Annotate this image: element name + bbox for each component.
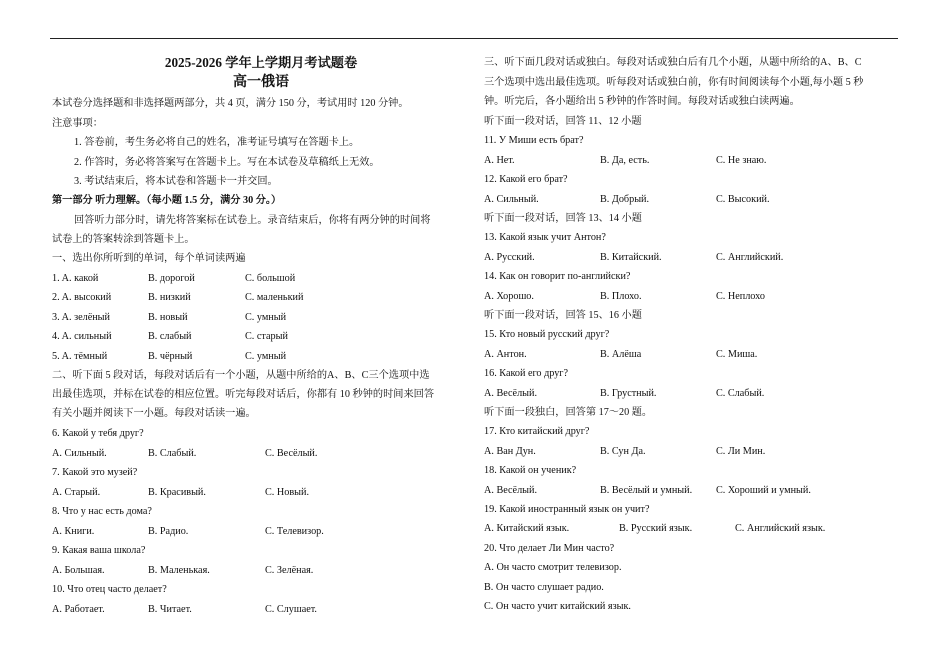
option-b: B. Сун Да.	[600, 445, 646, 457]
option-c: C. Миша.	[716, 348, 758, 360]
option-a: A. Большая.	[52, 564, 105, 576]
part1-heading: 第一部分 听力理解。（每小题 1.5 分，满分 30 分。）	[52, 195, 282, 206]
text-line: 18. Какой он ученик?	[484, 465, 577, 477]
option-b: B. дорогой	[148, 273, 195, 284]
exam-subject: 高一俄语	[233, 75, 289, 90]
notice-item: 1. 答卷前，考生务必将自己的姓名，准考证号填写在答题卡上。	[74, 137, 360, 148]
text-line: 20. Что делает Ли Мин часто?	[484, 542, 615, 554]
option-c: C. Зелёная.	[265, 564, 314, 576]
option-b: B. низкий	[148, 292, 191, 304]
notice-heading: 注意事项：	[52, 118, 103, 129]
question: 6. Какой у тебя друг?	[52, 428, 144, 439]
text-line: 19. Какой иностранный язык он учит?	[484, 504, 650, 515]
option-b: B. Читает.	[148, 603, 192, 615]
text-line: 14. Как он говорит по-английски?	[484, 271, 631, 283]
option-a: A. Хорошо.	[484, 290, 534, 302]
option-c: C. Английский.	[716, 251, 784, 263]
option-b: B. новый	[148, 311, 188, 323]
option-c: C. Слушает.	[265, 603, 317, 615]
option-a: 1. A. какой	[52, 273, 99, 284]
text-line: 12. Какой его брат?	[484, 174, 568, 186]
text-line: B. Он часто слушает радио.	[484, 581, 604, 593]
option-b: B. Красивый.	[148, 486, 206, 498]
option-c: C. Слабый.	[716, 387, 765, 399]
option-c: C. Ли Мин.	[716, 445, 766, 457]
option-a: A. Старый.	[52, 486, 101, 498]
option-b: B. Китайский.	[600, 251, 662, 263]
option-c: C. Английский язык.	[735, 523, 826, 535]
section1-heading: 一、选出你所听到的单词，每个单词读两遍	[52, 253, 246, 264]
text-line: 16. Какой его друг?	[484, 368, 569, 380]
question: 8. Что у нас есть дома?	[52, 506, 152, 517]
section2-heading: 有关小题并阅读下一小题。每段对话读一遍。	[52, 408, 256, 419]
option-b: B. Радио.	[148, 525, 189, 537]
option-a: A. Книги.	[52, 525, 95, 537]
option-c: C. Весёлый.	[265, 447, 318, 459]
option-c: C. умный	[245, 311, 287, 323]
option-c: C. Неплохо	[716, 290, 765, 302]
option-b: B. Грустный.	[600, 387, 657, 399]
option-a: A. Русский.	[484, 251, 535, 263]
option-a: A. Нет.	[484, 154, 515, 166]
option-b: B. Плохо.	[600, 290, 642, 302]
option-c: C. Высокий.	[716, 193, 770, 205]
option-c: C. Хороший и умный.	[716, 484, 811, 496]
option-b: B. Добрый.	[600, 193, 650, 205]
part1-instruction: 回答听力部分时，请先将答案标在试卷上。录音结束后，你将有两分钟的时间将	[74, 215, 431, 226]
question: 7. Какой это музей?	[52, 467, 138, 478]
notice-item: 2. 作答时，务必将答案写在答题卡上。写在本试卷及草稿纸上无效。	[74, 157, 380, 168]
option-a: 3. A. зелёный	[52, 311, 110, 323]
text-line: 听下面一段对话，回答 11、12 小题	[484, 116, 642, 127]
option-a: A. Ван Дун.	[484, 445, 536, 457]
option-c: C. умный	[245, 350, 287, 362]
option-b: B. Алёша	[600, 348, 642, 360]
text-line: 15. Кто новый русский друг?	[484, 329, 610, 341]
text-line: 11. У Миши есть брат?	[484, 135, 584, 147]
option-c: C. Не знаю.	[716, 154, 767, 166]
question: 10. Что отец часто делает?	[52, 584, 167, 595]
option-c: C. Телевизор.	[265, 525, 324, 537]
option-b: B. Маленькая.	[148, 564, 210, 576]
option-b: B. слабый	[148, 331, 192, 343]
option-a: A. Китайский язык.	[484, 523, 570, 535]
text-line: 听下面一段独白，回答第 17～20 题。	[484, 407, 653, 418]
option-a: A. Антон.	[484, 348, 527, 360]
option-a: 2. A. высокий	[52, 292, 112, 304]
option-b: B. чёрный	[148, 350, 193, 362]
option-a: A. Весёлый.	[484, 484, 537, 496]
option-b: B. Слабый.	[148, 447, 197, 459]
option-a: A. Сильный.	[484, 193, 539, 205]
top-rule	[50, 38, 898, 39]
question: 9. Какая ваша школа?	[52, 545, 146, 556]
text-line: 13. Какой язык учит Антон?	[484, 232, 606, 244]
option-c: C. Новый.	[265, 486, 309, 498]
section2-heading: 出最佳选项，并标在试卷的相应位置。听完每段对话后，你都有 10 秒钟的时间来回答	[52, 389, 435, 400]
option-a: A. Весёлый.	[484, 387, 537, 399]
option-a: 4. A. сильный	[52, 331, 112, 343]
part1-instruction: 试卷上的答案转涂到答题卡上。	[52, 234, 195, 245]
text-line: 17. Кто китайский друг?	[484, 426, 590, 438]
text-line: A. Он часто смотрит телевизор.	[484, 562, 622, 574]
section3-heading: 钟。听完后，各小题给出 5 秒钟的作答时间。每段对话或独白读两遍。	[484, 96, 800, 107]
exam-title: 2025-2026 学年上学期月考试题卷	[164, 55, 358, 70]
option-a: 5. A. тёмный	[52, 350, 108, 362]
text-line: 听下面一段对话，回答 15、16 小题	[484, 310, 642, 321]
option-b: B. Весёлый и умный.	[600, 484, 693, 496]
option-a: A. Сильный.	[52, 447, 107, 459]
intro-line: 本试卷分选择题和非选择题两部分，共 4 页，满分 150 分，考试用时 120 分钟。	[52, 98, 409, 109]
section3-heading: 三、听下面几段对话或独白。每段对话或独白后有几个小题，从题中所给的A、B、C	[484, 57, 862, 68]
option-c: C. маленький	[245, 292, 304, 304]
text-line: C. Он часто учит китайский язык.	[484, 601, 631, 612]
option-a: A. Работает.	[52, 603, 105, 615]
option-c: C. старый	[245, 331, 288, 343]
section2-heading: 二、听下面 5 段对话，每段对话后有一个小题，从题中所给的A、B、C三个选项中选	[52, 370, 430, 381]
notice-item: 3. 考试结束后，将本试卷和答题卡一并交回。	[74, 176, 278, 187]
text-line: 听下面一段对话，回答 13、14 小题	[484, 213, 642, 224]
option-b: B. Русский язык.	[619, 523, 693, 535]
option-c: C. большой	[245, 273, 296, 284]
option-b: B. Да, есть.	[600, 154, 650, 166]
section3-heading: 三个选项中选出最佳选项。听每段对话或独白前，你有时间阅读每个小题,每小题 5 秒	[484, 77, 864, 88]
